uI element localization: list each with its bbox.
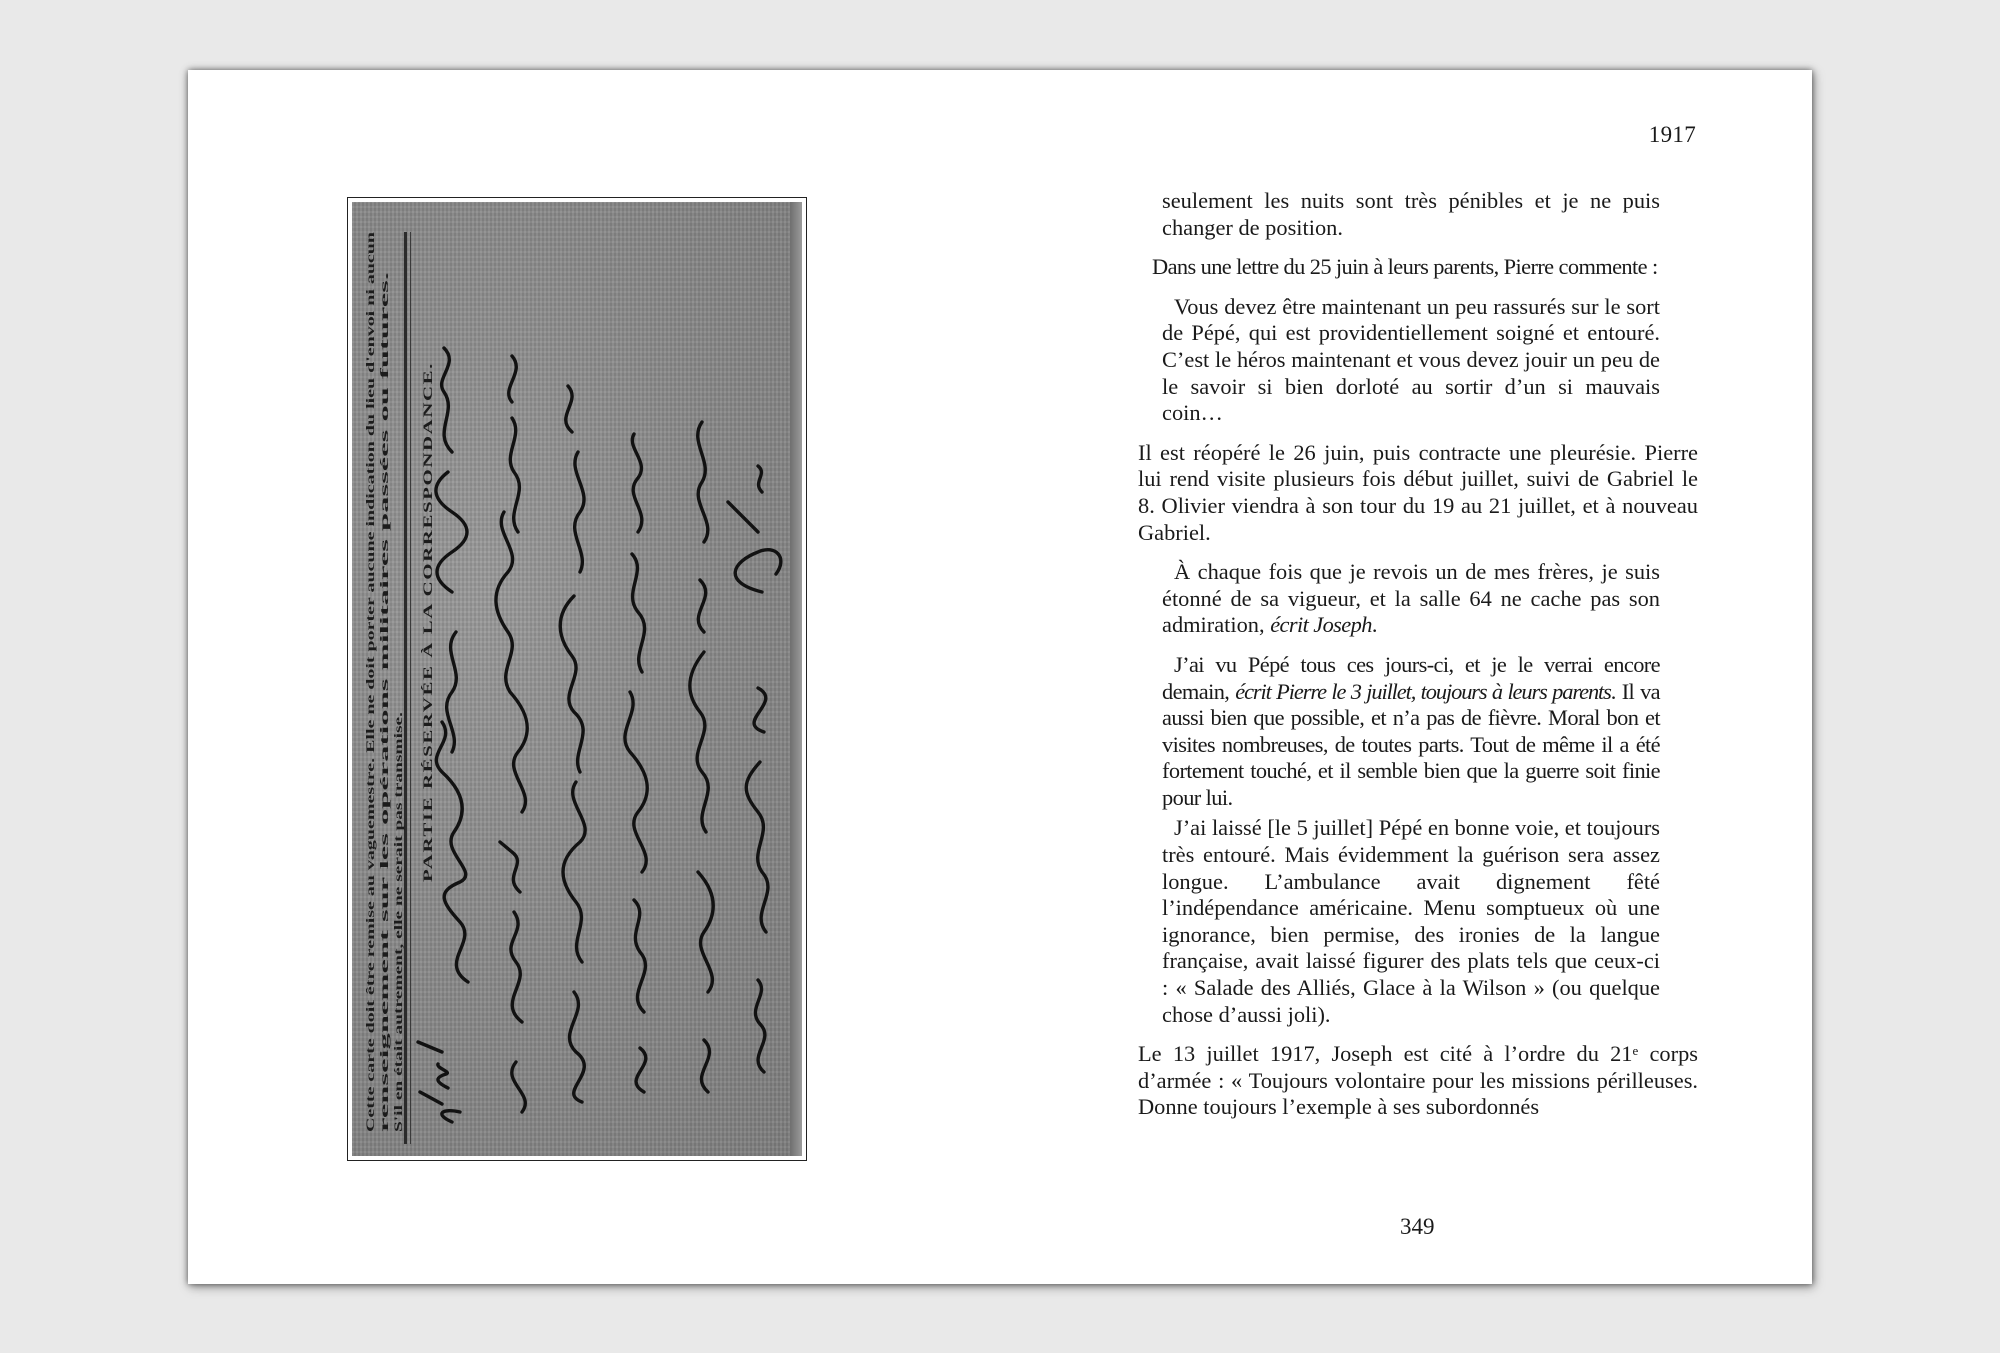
narrative-3-rest: corps d’armée : « Toujours volontaire pour les missions périlleuses. Donne toujours l’exemple à ses subordonnés	[1138, 1041, 1698, 1120]
narrative-3-start: Le 13 juillet 1917, Joseph est cité à l’ordre du 21	[1138, 1041, 1633, 1067]
postcard-image	[352, 202, 802, 1156]
text-column	[1138, 188, 1698, 1121]
block-quote-4	[1162, 652, 1660, 812]
ordinal-superscript: e	[1632, 1043, 1639, 1059]
quote-1-line-2: changer de position.	[1162, 214, 1343, 240]
postcard-printed-notice: Cette carte doit être remise au vaguemestre. Elle ne doit porter aucune indication du lieu d'envoi ni aucun	[365, 613, 377, 1132]
quote-4-text: J’ai vu Pépé tous ces jours-ci, et je le verrai encore demain,	[1162, 651, 1660, 704]
quote-4-end: . Il va aussi bien que possible, et n’a pas de fièvre. Moral bon et visites nombreuses, de toutes parts. Tout de même il a été fortement touché, et il semble bien que la guerre soit finie pour lui.	[1162, 678, 1661, 810]
block-quote-1	[1162, 188, 1660, 241]
block-quote-5: J’ai laissé [le 5 juillet] Pépé en bonne voie, et toujours très entouré. Mais évidemment la guérison sera assez longue. L’ambulance avait dignement fêté l’indépendance américaine. Menu somptueux où une ignorance, bien permise, des ironies de la langue française, avait laissé figurer des plats tels que ceux-ci : « Salade des Alliés, Glace à la Wilson » (ou quelque chose d’aussi joli).	[1162, 815, 1660, 1027]
block-quote-3	[1162, 559, 1660, 639]
narrative-2: Il est réopéré le 26 juin, puis contracte une pleurésie. Pierre lui rend visite plusieurs fois début juillet, suivi de Gabriel le 8. Olivier viendra à son tour du 19 au 21 juillet, et à nouveau Gabriel.	[1138, 439, 1698, 545]
quote-1-line-1: seulement les nuits sont très pénibles et je ne puis	[1162, 188, 1660, 213]
postcard-printed-notice-2: renseignement sur les opérations militaires passées ou futures.	[379, 828, 391, 1132]
running-head: 1917	[1648, 122, 1696, 147]
postcard-printed-notice-3: S'il en était autrement, elle ne serait pas transmise.	[393, 883, 405, 1132]
block-quote-2: Vous devez être maintenant un peu rassurés sur le sort de Pépé, qui est providentiellement soigné et entouré. C’est le héros maintenant et vous devez jouir un peu de le savoir si bien dorloté au sortir d’un si mauvais coin…	[1162, 293, 1660, 426]
narrative-3	[1138, 1041, 1698, 1121]
postcard-photo	[352, 202, 802, 1156]
postcard-photo-frame	[347, 197, 807, 1161]
quote-3-end: .	[1371, 612, 1378, 638]
narrative-1: Dans une lettre du 25 juin à leurs parents, Pierre commente :	[1152, 254, 1658, 280]
page-number: 349	[1400, 1214, 1435, 1239]
postcard-section-heading: PARTIE RÉSERVÉE À LA CORRESPONDANCE.	[420, 557, 435, 882]
book-spread	[188, 70, 1812, 1284]
quote-3-attribution: écrit Joseph	[1270, 612, 1372, 638]
quote-4-attribution: écrit Pierre le 3 juillet, toujours à leurs parents	[1235, 678, 1611, 704]
quote-3-text: À chaque fois que je revois un de mes frères, je suis étonné de sa vigueur, et la salle 64 ne cache pas son admiration,	[1162, 559, 1660, 638]
